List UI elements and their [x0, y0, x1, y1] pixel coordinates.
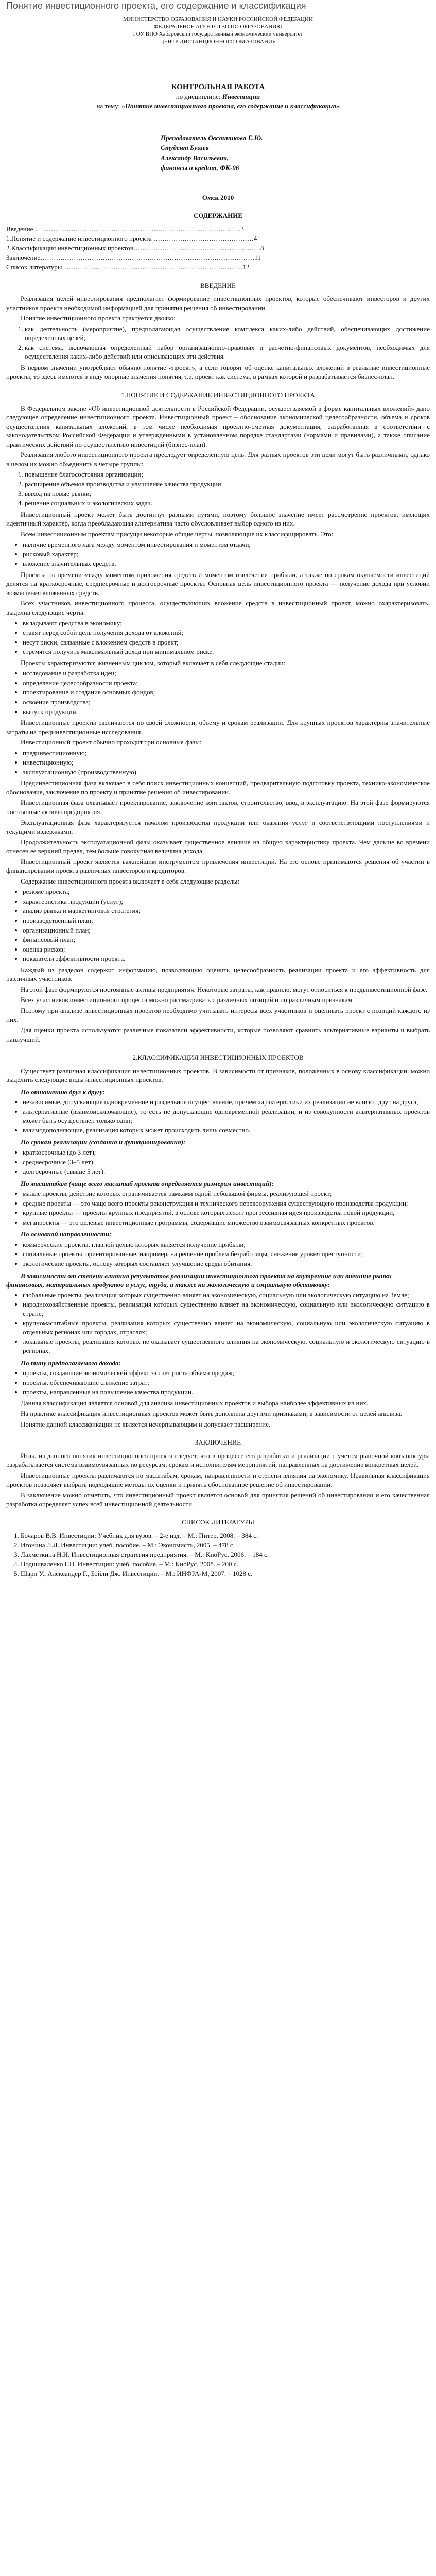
- section1-paragraph: Всем инвестиционным проектам присущи некоторые общие черты, позволяющие их классифицировать. Это:: [21, 530, 334, 538]
- topic-line: [6, 101, 430, 111]
- list-item: • долгосрочные (свыше 5 лет).: [23, 1167, 430, 1176]
- list-item: • проекты, создающие экономический эффект за счет роста объема продаж;: [23, 1368, 430, 1378]
- classification-criterion: По отношению друг к другу:: [21, 1088, 105, 1096]
- list-item: • мегапроекты — это целевые инвестиционные программы, содержащие множество взаимосвязанных конкретных проектов.: [23, 1218, 430, 1227]
- list-item: • анализ рынка и маркетинговая стратегия;: [23, 906, 430, 916]
- section2-paragraph: Понятие данной классификации не является исчерпывающим и допускает расширение.: [21, 1420, 271, 1428]
- section1-paragraph: Проекты по времени между моментом приложения средств и моментом извлечения прибыли, а также по срокам окупаемости инвестиций делятся на краткосрочные, среднесрочные и долгосрочные проекты. Основная цель инвестиционного проекта — получение дохода при условии возмещения вложенных средств.: [6, 570, 430, 597]
- section1-paragraph: Проекты характеризуются жизненным циклом, который включает в себя следующие стадии:: [21, 658, 286, 667]
- conclusion-paragraph: Инвестиционные проекты различаются по масштабам, срокам, направленности и степени влияния на экономику. Правильная классификация проектов позволяет выбрать подходящие методы их оценки и принять обоснованное решение об инвестировании.: [6, 1471, 430, 1488]
- center-line: ЦЕНТР ДИСТАНЦИОННОГО ОБРАЗОВАНИЯ: [160, 39, 276, 45]
- reference-item: 2. Игонина Л.Л. Инвестиции: учеб. пособие. – М.: Экономистъ, 2005. – 478 с.: [21, 1540, 430, 1550]
- discipline-value: Инвестиции: [222, 93, 260, 101]
- list-item: 2. как система, включающая определенный набор организационно-правовых и расчетно-финансовых документов, необходимых для осуществления каких-либо действий или описывающих эти действия.: [25, 343, 430, 361]
- table-of-contents: [6, 225, 430, 272]
- phases-list: [16, 749, 430, 777]
- intro-paragraph: Понятие инвестиционного проекта трактуется двояко:: [21, 314, 176, 323]
- list-item: 4. решение социальных и экологических задач.: [25, 499, 430, 508]
- teacher-line: Преподаватель Овсянникова Е.Ю.: [161, 133, 263, 142]
- classification-list: [16, 1097, 430, 1134]
- section1-paragraph: Инвестиционная фаза охватывает проектирование, заключение контрактов, строительство, ввод в эксплуатацию. На этой фазе формируются постоянные активы предприятия.: [6, 799, 430, 816]
- list-item: 1. как деятельность (мероприятие), предполагающая осуществление комплекса каких-либо действий, обеспечивающих достижение определенных целей;: [25, 325, 430, 343]
- list-item: • крупномасштабные проекты, реализация которых существенно влияет на экономическую, социальную или экологическую ситуацию в отдельных регионах или городах, отраслях;: [23, 1318, 430, 1336]
- intro-list: [19, 325, 430, 361]
- list-item: • эксплуатационную (производственную).: [23, 768, 430, 777]
- list-item: • производственный план;: [23, 916, 430, 925]
- classification-criterion: По масштабам (чаще всего масштаб проекта определяется размером инвестиций):: [21, 1179, 274, 1188]
- section1-paragraph: Всех участников инвестиционного процесса, осуществляющих вложение средств в инвестиционный проект, можно охарактеризовать, выделив следующие черты:: [6, 599, 430, 617]
- discipline-line: [6, 92, 430, 101]
- list-item: • прединвестиционную;: [23, 749, 430, 758]
- list-item: • показатели эффективности проекта.: [23, 954, 430, 963]
- page-header-title: Понятие инвестиционного проекта, его содержание и классификация: [6, 1, 306, 11]
- student-group: финансы и кредит, ФК-06: [161, 164, 239, 172]
- toc-item[interactable]: 2.Классификация инвестиционных проектов…………………………………………………8: [6, 244, 264, 252]
- list-item: • инвестиционную;: [23, 758, 430, 767]
- list-item: • народнохозяйственные проекты, реализация которых существенно влияет на экономическую, социальную или экологическую ситуацию в стране;: [23, 1300, 430, 1318]
- intro-heading: ВВЕДЕНИЕ: [200, 281, 236, 290]
- section1-paragraph: Поэтому при анализе инвестиционных проектов необходимо учитывать интересы всех участников и оценивать проект с позиций каждого из них.: [6, 1006, 430, 1024]
- classification-criterion: По срокам реализации (создания и функционирования):: [21, 1138, 186, 1146]
- goals-list: [19, 470, 430, 507]
- features-list: [16, 540, 430, 568]
- list-item: • независимые, допускающие одновременное и раздельное осуществление, причем характеристики их реализации не влияют друг на друга;: [23, 1097, 430, 1107]
- toc-item[interactable]: Список литературы………………………………………………………………………12: [6, 263, 250, 271]
- conclusion-paragraph: В заключение можно отметить, что инвестиционный проект является основой для принятия решений об инвестировании и его качественная разработка определяет успех всей инвестиционной деятельности.: [6, 1491, 430, 1508]
- section2-heading: 2.КЛАССИФИКАЦИЯ ИНВЕСТИЦИОННЫХ ПРОЕКТОВ: [132, 1054, 304, 1062]
- classification-criterion: По типу предполагаемого дохода:: [21, 1359, 121, 1367]
- section1-paragraph: Каждый из разделов содержит информацию, позволяющую оценить целесообразность реализации проекта и его эффективность для различных участников.: [6, 965, 430, 983]
- list-item: • проекты, направленные на повышение качества продукции.: [23, 1387, 430, 1397]
- contents-list: [16, 887, 430, 963]
- section1-heading: 1.ПОНЯТИЕ И СОДЕРЖАНИЕ ИНВЕСТИЦИОННОГО ПРОЕКТА: [121, 391, 315, 399]
- list-item: 2. расширение объемов производства и улучшение качества продукции;: [25, 480, 430, 489]
- reference-item: 4. Подшиваленко Г.П. Инвестиции: учеб. пособие. – М.: КноРус, 2008. – 200 с.: [21, 1560, 430, 1569]
- list-item: • несут риски, связанные с вложением средств в проект;: [23, 638, 430, 647]
- stages-list: [16, 669, 430, 716]
- list-item: • вкладывают средства в экономику;: [23, 619, 430, 628]
- toc-item[interactable]: 1.Понятие и содержание инвестиционного проекта ………………………………………4: [6, 234, 257, 243]
- classification-list: [16, 1368, 430, 1397]
- topic-value: «Понятие инвестиционного проекта, его содержание и классификация»: [121, 101, 340, 110]
- section2-paragraph: Данная классификация является основой для анализа инвестиционных проектов и выбора наиболее эффективных из них.: [21, 1399, 369, 1407]
- reference-item: 1. Бочаров В.В. Инвестиции: Учебник для вузов. – 2-е изд. – М.: Питер, 2008. – 384 с.: [21, 1531, 430, 1540]
- references-list: [6, 1531, 430, 1579]
- list-item: • резюме проекта;: [23, 887, 430, 896]
- list-item: • средние проекты — это чаще всего проекты реконструкции и технического перевооружения существующего производства продукции;: [23, 1199, 430, 1208]
- section1-paragraph: Инвестиционный проект обычно проходит три основные фазы:: [21, 738, 202, 747]
- list-item: • среднесрочные (3–5 лет);: [23, 1158, 430, 1167]
- section2-paragraph: Существует различная классификация инвестиционных проектов. В зависимости от признаков, положенных в основу классификации, можно выделить следующие виды инвестиционных проектов.: [6, 1066, 430, 1084]
- list-item: • коммерческие проекты, главной целью которых является получение прибыли;: [23, 1240, 430, 1249]
- list-item: • социальные проекты, ориентированные, например, на решение проблем безработицы, снижение уровня преступности;: [23, 1249, 430, 1259]
- list-item: • исследование и разработка идеи;: [23, 669, 430, 678]
- section1-paragraph: В Федеральном законе «Об инвестиционной деятельности в Российской Федерации, осуществляемой в форме капитальных вложений» дано следующее определение инвестиционного проекта. Инвестиционный проект – обоснование экономической целесообразности, объема и сроков осуществления капитальных вложений, в том числе необходимая проектно-сметная документация, разработанная в соответствии с законодательством Российской Федерации и утвержденными в установленном порядке стандартами (нормами и правилами), а также описание практических действий по осуществлению инвестиций (бизнес-план).: [6, 404, 430, 448]
- section1-paragraph: Для оценки проекта используются различные показатели эффективности, которые позволяют сравнить альтернативные варианты и выбрать наилучший.: [6, 1026, 430, 1043]
- list-item: • характеристика продукции (услуг);: [23, 897, 430, 906]
- section1-paragraph: Содержание инвестиционного проекта включает в себя следующие разделы:: [21, 877, 240, 885]
- section1-paragraph: Прединвестиционная фаза включает в себя поиск инвестиционных концепций, предварительную подготовку проекта, технико-экономическое обоснование, заключение по проекту и принятие решения об инвестировании.: [6, 779, 430, 796]
- ministry-line: МИНИСТЕРСТВО ОБРАЗОВАНИЯ И НАУКИ РОССИЙСКОЙ ФЕДЕРАЦИИ: [123, 15, 313, 22]
- list-item: • альтернативные (взаимоисключающие), то есть не допускающие одновременной реализации, и из совокупности альтернативных проектов может быть осуществлен только один;: [23, 1107, 430, 1125]
- list-item: • выпуск продукции.: [23, 707, 430, 717]
- student-name: Александр Васильевич,: [161, 154, 229, 162]
- references-heading: СПИСОК ЛИТЕРАТУРЫ: [181, 1518, 255, 1527]
- intro-paragraph: Реализация целей инвестирования предполагает формирование инвестиционных проектов, которые обеспечивают инвесторов и других участников проекта необходимой информацией для принятия решения об инвестировании.: [6, 295, 430, 312]
- list-item: • локальные проекты, реализация которых не оказывает существенного влияния на экономическую, социальную и экологическую ситуацию в регионах.: [23, 1337, 430, 1355]
- classification-list: [16, 1240, 430, 1268]
- classification-list: [16, 1291, 430, 1355]
- section1-paragraph: Инвестиционный проект может быть достигнут разными путями, поэтому большое значение имеет рассмотрение проектов, имеющих идентичный характер, когда преобладающая альтернатива часто обусловливает выбор одного из них.: [6, 510, 430, 528]
- list-item: • рисковый характер;: [23, 550, 430, 559]
- toc-heading: СОДЕРЖАНИЕ: [193, 212, 243, 220]
- participants-list: [16, 619, 430, 656]
- list-item: • освоение производства;: [23, 698, 430, 707]
- author-meta: [161, 133, 430, 173]
- list-item: 1. повышение благосостояния организации;: [25, 470, 430, 479]
- section1-paragraph: Всех участников инвестиционного процесса можно рассматривать с различных позиций и по различным признакам.: [21, 996, 354, 1004]
- list-item: • крупные проекты — проекты крупных предприятий, в основе которых лежит прогрессивная идея производства новой продукции;: [23, 1208, 430, 1217]
- list-item: • проекты, обеспечивающие снижение затрат;: [23, 1378, 430, 1387]
- conclusion-heading: ЗАКЛЮЧЕНИЕ: [195, 1438, 241, 1447]
- section2-paragraph: На практике классификация инвестиционных проектов может быть дополнена другими признаками, в зависимости от целей анализа.: [21, 1410, 402, 1418]
- toc-item[interactable]: Введение…………………………………………………………………………………3: [6, 225, 244, 233]
- classification-criterion: По основной направленности:: [21, 1230, 112, 1239]
- list-item: 3. выход на новые рынки;: [25, 489, 430, 498]
- university-line: ГОУ ВПО Хабаровский государственный экономический университет: [133, 31, 303, 38]
- list-item: • финансовый план;: [23, 935, 430, 944]
- list-item: • наличие временного лага между моментом инвестирования и моментом отдачи;: [23, 540, 430, 549]
- list-item: • определение целесообразности проекта;: [23, 679, 430, 688]
- discipline-label: по дисциплине:: [176, 93, 221, 101]
- section1-paragraph: На этой фазе формируются постоянные активы предприятия. Некоторые затраты, как правило, могут относиться к предынвестиционной фазе.: [21, 985, 428, 993]
- classification-list: [16, 1148, 430, 1176]
- reference-item: 3. Лахметкина Н.И. Инвестиционная стратегия предприятия. – М.: КноРус, 2006. – 184 с.: [21, 1550, 430, 1560]
- intro-paragraph: В первом значении употребляют обычно понятие «проект», а если говорят об оценке капитальных вложений в реальные инвестиционные проекты, то здесь имеются в виду опорные значения понятия, т.е. проект как система, в рамках которой и разрабатывается бизнес-план.: [6, 363, 430, 381]
- agency-line: ФЕДЕРАЛЬНОЕ АГЕНТСТВО ПО ОБРАЗОВАНИЮ: [153, 23, 283, 30]
- list-item: • краткосрочные (до 3 лет);: [23, 1148, 430, 1157]
- list-item: • глобальные проекты, реализация которых существенно влияет на экономическую, социальную или экологическую ситуацию на Земле;: [23, 1291, 430, 1300]
- list-item: • организационный план;: [23, 926, 430, 935]
- list-item: • экологические проекты, основу которых составляет улучшение среды обитания.: [23, 1259, 430, 1268]
- list-item: • малые проекты, действие которых ограничивается рамками одной небольшой фирмы, реализующей проект;: [23, 1189, 430, 1198]
- classification-list: [16, 1189, 430, 1227]
- section1-paragraph: Эксплуатационная фаза характеризуется началом производства продукции или оказания услуг и соответствующими поступлениями и текущими издержками.: [6, 818, 430, 836]
- list-item: • ставят перед собой цель получения дохода от вложений;: [23, 628, 430, 637]
- list-item: • стремятся получить максимальный доход при минимальном риске.: [23, 647, 430, 656]
- work-type-title: КОНТРОЛЬНАЯ РАБОТА: [171, 83, 265, 92]
- conclusion-paragraph: Итак, из данного понятия инвестиционного проекта следует, что в процессе его разработки и реализации с учетом рыночной конъюнктуры разрабатывается система взаимоувязанных по ресурсам, срокам и исполнителям мероприятий, направленных на достижение конкретных целей.: [6, 1451, 430, 1469]
- list-item: • вложение значительных средств.: [23, 559, 430, 568]
- title-block: [6, 15, 430, 111]
- list-item: • проектирование и создание основных фондов;: [23, 688, 430, 697]
- toc-item[interactable]: Заключение……………………………………………………………………………………11: [6, 253, 261, 262]
- topic-label: на тему:: [96, 101, 120, 110]
- section1-paragraph: Продолжительность эксплуатационной фазы оказывает существенное влияние на общую характеристику проекта. Чем дальше во времени отнесен ее верхний предел, тем больше совокупная величина дохода.: [6, 838, 430, 855]
- section1-paragraph: Реализация любого инвестиционного проекта преследует определенную цель. Для разных проектов эти цели могут быть различными, однако в целом их можно объединить в четыре группы:: [6, 451, 430, 468]
- reference-item: 5. Шарп У., Александер Г., Бэйли Дж. Инвестиции. – М.: ИНФРА-М, 2007. – 1028 с.: [21, 1569, 430, 1579]
- list-item: • оценка рисков;: [23, 945, 430, 954]
- student-label: Студент Бушев: [161, 144, 209, 152]
- classification-criterion: В зависимости от степени влияния результатов реализации инвестиционного проекта на внутренние или внешние рынки финансовых, материальных продуктов и услуг, труда, а также на экологическую и социальную обстановку:: [6, 1272, 392, 1289]
- list-item: • взаимодополняющие, реализация которых может происходить лишь совместно.: [23, 1126, 430, 1135]
- city-year: Омск 2010: [202, 193, 234, 201]
- section1-paragraph: Инвестиционные проекты различаются по своей сложности, объему и срокам реализации. Для крупных проектов характерны значительные затраты на предынвестиционные исследования.: [6, 719, 430, 736]
- section1-paragraph: Инвестиционный проект является важнейшим инструментом привлечения инвестиций. На его основе принимаются решения об участии в финансировании проекта различных инвесторов и кредиторов.: [6, 857, 430, 875]
